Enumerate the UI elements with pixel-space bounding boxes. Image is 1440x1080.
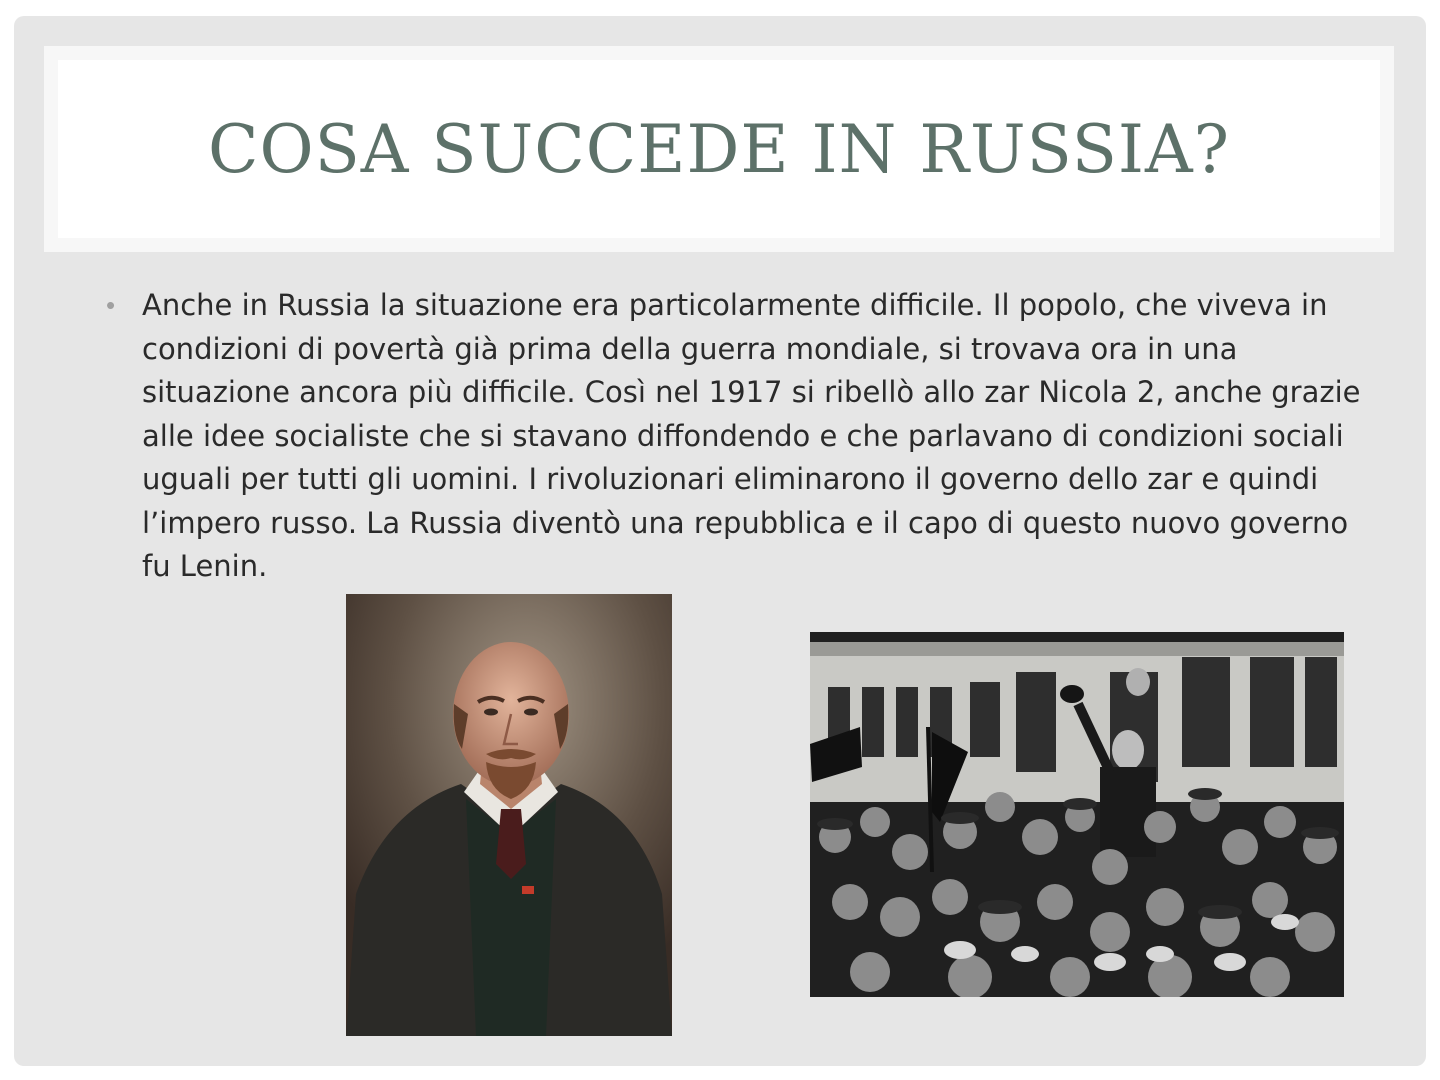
portrait-photo [346, 594, 672, 1036]
title-box [58, 60, 1380, 238]
crowd-photo [810, 632, 1344, 997]
bullet-marker: • [106, 290, 116, 320]
crowd-illustration [810, 632, 1344, 997]
portrait-illustration [346, 594, 672, 1036]
slide [14, 16, 1426, 1066]
bullet-paragraph: Anche in Russia la situazione era particolarmente difficile. Il popolo, che viveva in condizioni di povertà già prima della guerra mondiale, si trovava ora in una situazione ancora più difficile. Così nel 1917 si ribellò allo zar Nicola 2, anche grazie alle idee socialiste che si stavano diffondendo e che parlavano di condizioni sociali uguali per tutti gli uomini. I rivoluzionari eliminarono il governo dello zar e quindi l’impero russo. La Russia diventò una repubblica e il capo di questo nuovo governo fu Lenin. [142, 288, 1361, 583]
title-frame [44, 46, 1394, 252]
slide-title: COSA SUCCEDE IN RUSSIA? [207, 110, 1231, 188]
